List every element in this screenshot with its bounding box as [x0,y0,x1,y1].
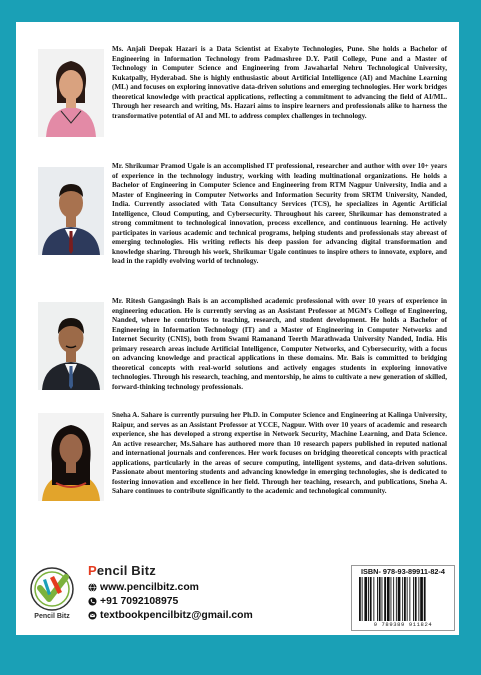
mail-icon [88,611,97,620]
author-photo-1 [38,49,104,137]
publisher-logo-text: Pencil Bitz [34,613,70,620]
publisher-email-text: textbookpencilbitz@gmail.com [100,610,253,621]
publisher-website-text: www.pencilbitz.com [100,582,199,593]
author-bio-4: Sneha A. Sahare is currently pursuing her Ph.D. in Computer Science and Engineering at Kalinga University, Raipur, and serves as an Assistant Professor at YCCE, Nagpur. With over 10 years of academic and research experience, she has developed a strong expertise in Network Security, Machine Learning, and Data Science. An active researcher, Ms.Sahare has authored more than 10 research papers published in reputed national and international journals and conferences. Her work focuses on bridging theoretical concepts with practical applications, particularly in the areas of secure computing, intelligent systems, and data-driven solutions. Passionate about mentoring students and advancing knowledge in emerging technologies, she is dedicated to fostering innovation and excellence in her field. Through her teaching, research, and publications, Sneha A. Sahare continues to contribute significantly to the academic and technological community. [112,411,447,496]
phone-icon [88,597,97,606]
isbn-barcode-box [351,565,455,631]
publisher-logo [24,564,80,624]
barcode-digits: 9 789389 911824 [373,621,433,628]
author-bio-3: Mr. Ritesh Gangasingh Bais is an accomplished academic professional with over 10 years of experience in engineering education. He is currently serving as an Assistant Professor at MGM's College of Engineering, Nanded, where he contributes to teaching, research, and student development. He holds a Bachelor of Engineering in Information Technology (IT) and a Master of Engineering in Computer Networks and Internet Security (CNIS), both from Swami Ramanand Teerth Marathwada University Nanded, India. His primary research areas include Artificial Intelligence, Computer Networks, and Cybersecurity, with a focus on advancing knowledge and practical applications in these domains. Mr. Bais is committed to bridging theoretical concepts with real-world solutions and actively engages students in exploring innovative technologies. Through his research, teaching, and mentorship, he aims to cultivate a new generation of skilled, forward-thinking technology professionals. [112,297,447,391]
back-cover-page [16,22,459,552]
publisher-email[interactable] [88,610,253,621]
author-bio-2: Mr. Shrikumar Pramod Ugale is an accomplished IT professional, researcher and author with over 10+ years of experience in the technology industry, working with leading multinational organizations. He holds a Bachelor of Engineering in Computer Science and Engineering from RTM Nagpur University, India and a Master of Engineering in Computer Networks and Information Security from SRTM University, Nanded, India. Currently associated with Tata Consultancy Services (TCS), he specializes in Agentic Artificial Intelligence, Cloud Computing, and Cybersecurity. Throughout his career, Shrikumar has demonstrated a strong commitment to technological innovation, process excellence, and continuous learning. He actively participates in various academic and technical programs, helping students and professionals stay abreast of emerging technologies. His writing reflects his deep passion for advancing digital transformation and knowledge sharing. Through his work, Shrikumar Ugale continues to inspire others to innovate, explore, and lead in the rapidly evolving world of technology. [112,162,447,266]
isbn-label: ISBN- 978-93-89911-82-4 [361,567,445,576]
author-photo-4 [38,413,104,501]
author-photo-3 [38,302,104,390]
publisher-name: Pencil Bitz [88,563,156,578]
author-bio-1: Ms. Anjali Deepak Hazari is a Data Scientist at Exabyte Technologies, Pune. She holds a Bachelor of Engineering in Information Technology from Padmashree D.Y. Patil College, Pune and a Master of Technology in Computer Science and Engineering from Jawaharlal Nehru Technological University, Kukatpally, Hyderabad. She is highly enthusiastic about Artificial Intelligence (AI) and Machine Learning (ML) and focuses on exploring innovative data-driven solutions and emerging technologies. Her work bridges theoretical knowledge with practical applications, reflecting a commitment to advancing the field of AI/ML. Through her research and writing, Ms. Hazari aims to inspire learners and professionals alike to harness the transformative potential of AI and ML to address complex challenges in technology. [112,45,447,120]
publisher-website[interactable] [88,582,199,593]
author-photo-2 [38,167,104,255]
globe-icon [88,583,97,592]
publisher-phone[interactable] [88,596,178,607]
barcode-image [358,577,448,621]
publisher-footer [16,551,459,635]
publisher-phone-text: +91 7092108975 [100,596,179,607]
